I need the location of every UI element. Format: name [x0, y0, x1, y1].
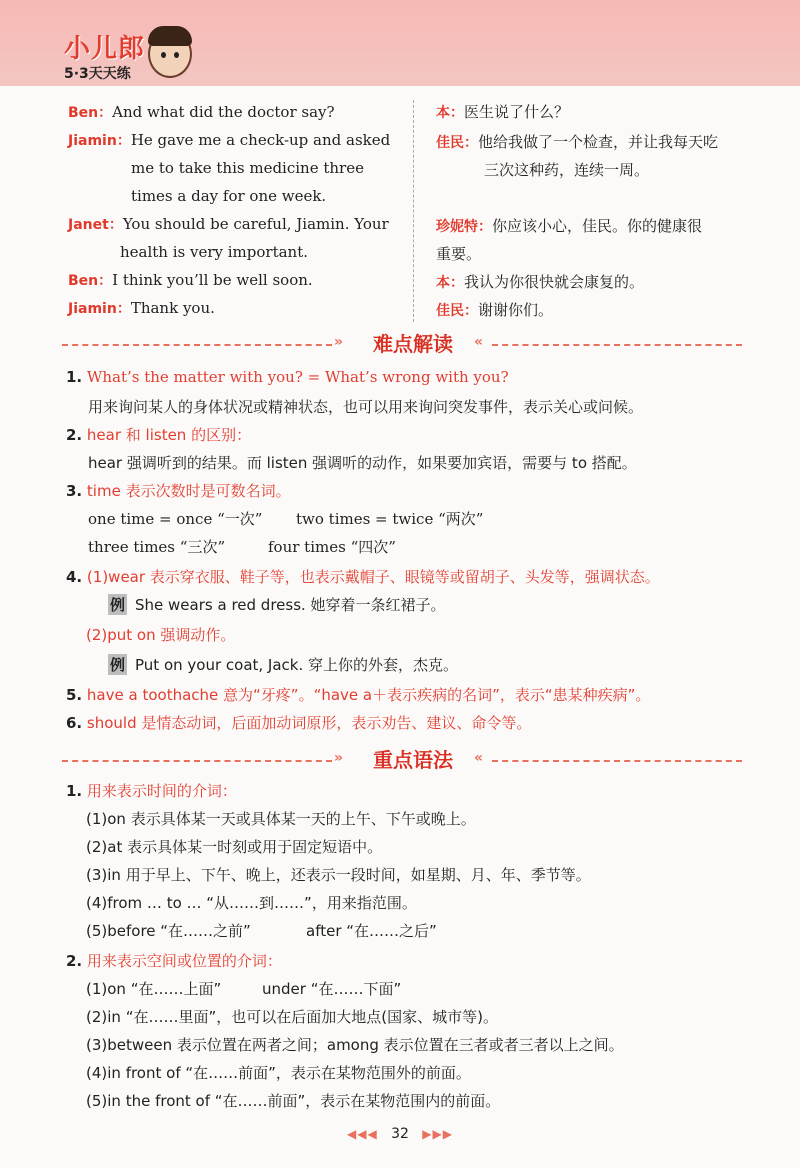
example-badge: 例: [110, 656, 126, 674]
brand-logo: [64, 28, 145, 83]
speaker: Jiamin: [68, 301, 117, 317]
section-title: 重点语法: [373, 748, 453, 772]
line: Thank you.: [130, 299, 215, 317]
page-footer: [0, 1126, 800, 1142]
item-3-line: one time = once “一次”: [88, 510, 263, 528]
speaker: 本: [436, 105, 450, 121]
item-2-body: hear 强调听到的结果。而 listen 强调听的动作，如果要加宾语，需要与 to 搭配。: [88, 454, 637, 472]
item-4-example-1: 例 She wears a red dress. 她穿着一条红裙子。: [110, 596, 446, 614]
grammar-2-item: (3)between 表示位置在两者之间；among 表示位置在三者或者三者以上之间。: [86, 1036, 624, 1054]
grammar-1-item: after “在……之后”: [306, 922, 437, 940]
line: 医生说了什么？: [464, 103, 570, 121]
grammar-1-item: (2)at 表示具体某一时刻或用于固定短语中。: [86, 838, 383, 856]
line: 你应该小心，佳民。你的健康很: [492, 217, 703, 235]
item-6-head: 6. should 是情态动词，后面加动词原形，表示劝告、建议、命令等。: [66, 714, 532, 732]
item-1-body: 用来询问某人的身体状况或精神状态，也可以用来询问突发事件，表示关心或问候。: [88, 398, 644, 416]
speaker: 佳民: [436, 303, 464, 319]
example-badge: 例: [110, 596, 126, 614]
grammar-2-item: (2)in “在……里面”，也可以在后面加大地点(国家、城市等)。: [86, 1008, 498, 1026]
item-3-line: four times “四次”: [268, 538, 396, 556]
line: times a day for one week.: [131, 187, 327, 205]
line: You should be careful, Jiamin. Your: [122, 215, 389, 233]
grammar-2-item: (1)on “在……上面”: [86, 980, 222, 998]
item-4-head: 4. (1)wear 表示穿衣服、鞋子等，也表示戴帽子、眼镜等或留胡子、头发等，强调状态。: [66, 568, 660, 586]
grammar-1-head: 1. 用来表示时间的介词：: [66, 782, 237, 800]
speaker: Janet: [68, 217, 109, 233]
grammar-2-item: (5)in the front of “在……前面”，表示在某物范围内的前面。: [86, 1092, 501, 1110]
brand-sub: 5·3天天练: [64, 66, 131, 82]
grammar-1-item: (5)before “在……之前”: [86, 922, 251, 940]
item-4-example-2: 例 Put on your coat, Jack. 穿上你的外套，杰克。: [110, 656, 459, 674]
item-2-head: 2. hear 和 listen 的区别：: [66, 426, 252, 444]
line: And what did the doctor say?: [112, 103, 335, 121]
line: 他给我做了一个检查，并让我每天吃: [478, 133, 719, 151]
speaker: Ben: [68, 273, 99, 289]
line: 谢谢你们。: [478, 301, 554, 319]
item-1-head: 1. What’s the matter with you? = What’s wrong with you?: [66, 368, 509, 386]
item-5-head: 5. have a toothache 意为“牙疼”。“have a＋表示疾病的名词”，表示“患某种疾病”。: [66, 686, 651, 704]
item-3-line: three times “三次”: [88, 538, 226, 556]
grammar-2-item: under “在……下面”: [262, 980, 402, 998]
mascot-icon: [148, 30, 192, 78]
grammar-1-item: (4)from … to … “从……到……”，用来指范围。: [86, 894, 417, 912]
speaker: Jiamin: [68, 133, 117, 149]
speaker: Ben: [68, 105, 99, 121]
line: health is very important.: [120, 243, 309, 261]
line: I think you’ll be well soon.: [112, 271, 313, 289]
left-arrows-icon: ◀◀◀: [347, 1127, 378, 1141]
column-divider: [413, 100, 414, 322]
speaker: 珍妮特: [436, 219, 478, 235]
item-3-line: two times = twice “两次”: [296, 510, 484, 528]
brand-name: 小儿郎: [64, 34, 146, 64]
right-arrows-icon: ▶▶▶: [422, 1127, 453, 1141]
item-4-sub2: (2)put on 强调动作。: [86, 626, 236, 644]
line: He gave me a check-up and asked: [130, 131, 391, 149]
grammar-1-item: (3)in 用于早上、下午、晚上，还表示一段时间，如星期、月、年、季节等。: [86, 866, 591, 884]
item-3-head: 3. time 表示次数时是可数名词。: [66, 482, 291, 500]
speaker: 本: [436, 275, 450, 291]
line: 重要。: [436, 245, 482, 263]
line: me to take this medicine three: [131, 159, 364, 177]
section-header-difficulties: » 难点解读 «: [62, 332, 742, 356]
grammar-2-head: 2. 用来表示空间或位置的介词：: [66, 952, 282, 970]
line: 三次这种药，连续一周。: [484, 161, 650, 179]
section-title: 难点解读: [373, 332, 453, 356]
speaker: 佳民: [436, 135, 464, 151]
section-header-grammar: » 重点语法 «: [62, 748, 742, 772]
line: 我认为你很快就会康复的。: [464, 273, 645, 291]
grammar-2-item: (4)in front of “在……前面”，表示在某物范围外的前面。: [86, 1064, 471, 1082]
grammar-1-item: (1)on 表示具体某一天或具体某一天的上午、下午或晚上。: [86, 810, 476, 828]
page-number: 32: [391, 1126, 409, 1142]
